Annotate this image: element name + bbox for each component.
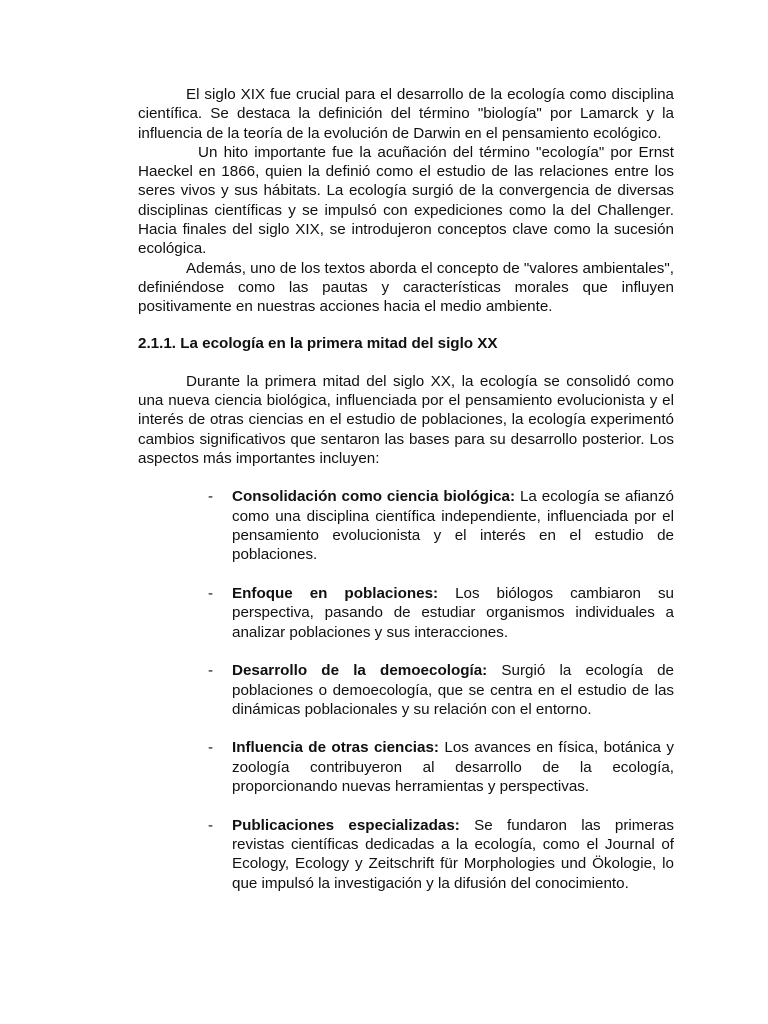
list-item-term: Enfoque en poblaciones: [232, 584, 439, 602]
list-item-text: Surgió la ecología de poblaciones o demoecología, que se centra en el estudio de las dinámicas poblacionales y su relación con el entorno. [232, 662, 674, 718]
bullet-marker: - [208, 488, 214, 506]
list-item [138, 816, 674, 893]
section-heading: 2.1.1. La ecología en la primera mitad del siglo XX [138, 334, 498, 352]
intro-paragraph-3: Además, uno de los textos aborda el concepto de "valores ambientales", definiéndose como las pautas y características morales que influyen positivamente en nuestras acciones hacia el medio ambiente. [138, 259, 674, 316]
section-paragraph: Durante la primera mitad del siglo XX, la ecología se consolidó como una nueva ciencia biológica, influenciada por el pensamiento evolucionista y el interés de otras ciencias en el estudio de poblaciones, la ecología experimentó cambios significativos que sentaron las bases para su desarrollo posterior. Los aspectos más importantes incluyen: [138, 372, 674, 468]
list-item-term: Consolidación como ciencia biológica: [232, 488, 516, 506]
bullet-marker: - [208, 739, 214, 757]
list-item [138, 661, 674, 719]
intro-paragraph-2: Un hito importante fue la acuñación del término "ecología" por Ernst Haeckel en 1866, quien la definió como el estudio de las relaciones entre los seres vivos y sus hábitats. La ecología surgió de la convergencia de diversas disciplinas científicas y se impulsó con expediciones como la del Challenger. Hacia finales del siglo XIX, se introdujeron conceptos clave como la sucesión ecológica. [138, 143, 674, 258]
list-item-term: Influencia de otras ciencias: [232, 739, 439, 757]
list-item-text: Los biólogos cambiaron su perspectiva, pasando de estudiar organismos individuales a analizar poblaciones y sus interacciones. [232, 584, 675, 641]
list-item-text: La ecología se afianzó como una disciplina científica independiente, influenciada por el pensamiento evolucionista y el interés en el estudio de poblaciones. [232, 488, 674, 564]
list-item [138, 738, 674, 796]
list-item-text: Los avances en física, botánica y zoología contribuyeron al desarrollo de la ecología, proporcionando nuevas herramientas y perspectivas. [232, 739, 674, 796]
bullet-marker: - [208, 584, 214, 602]
list-item-term: Desarrollo de la demoecología: [232, 662, 488, 680]
document-page [138, 85, 674, 912]
list-item [138, 487, 674, 564]
list-item-term: Publicaciones especializadas: [232, 816, 460, 834]
bullet-marker: - [208, 816, 214, 834]
list-item [138, 584, 674, 642]
intro-paragraph-1: El siglo XIX fue crucial para el desarrollo de la ecología como disciplina científica. Se destaca la definición del término "biología" por Lamarck y la influencia de la teoría de la evolución de Darwin en el pensamiento ecológico. [138, 86, 674, 142]
list-item-text: Se fundaron las primeras revistas científicas dedicadas a la ecología, como el Journal of Ecology, Ecology y Zeitschrift für Morphologies und Ökologie, lo que impulsó la investigación y la difusión del conocimiento. [232, 816, 674, 892]
aspects-list [138, 487, 674, 893]
bullet-marker: - [208, 662, 214, 680]
